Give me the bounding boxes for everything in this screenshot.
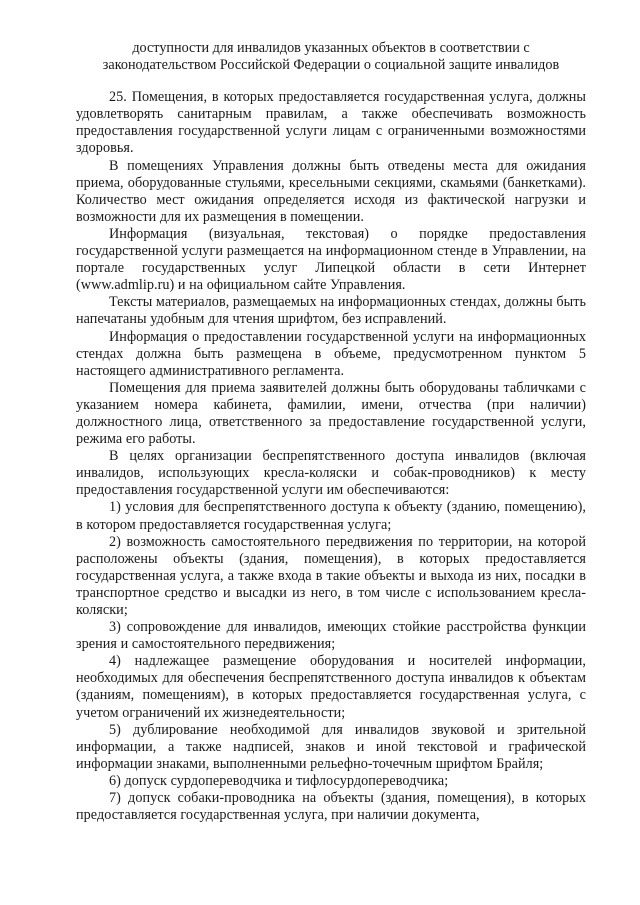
heading-line-2: законодательством Российской Федерации о социальной защите инвалидов [102,56,560,73]
paragraph: Помещения для приема заявителей должны быть оборудованы табличками с указанием номера кабинета, фамилии, имени, отчества (при наличии) должностного лица, ответственного за предоставление государственной услуги, режима его работы. [76,379,586,448]
paragraph: Тексты материалов, размещаемых на информационных стендах, должны быть напечатаны удобным для чтения шрифтом, без исправлений. [76,294,586,328]
body-text [76,89,586,824]
list-item: 6) допуск сурдопереводчика и тифлосурдопереводчика; [109,772,449,789]
list-item: 1) условия для беспрепятственного доступа к объекту (зданию, помещению), в котором предоставляется государственная услуга; [76,499,586,533]
paragraph: В помещениях Управления должны быть отведены места для ожидания приема, оборудованные стульями, кресельными секциями, скамьями (банкетками). Количество мест ожидания определяется исходя из фактической нагрузки и возможности для их размещения в помещении. [76,157,586,225]
list-item: 7) допуск собаки-проводника на объекты (здания, помещения), в которых предоставляется государственная услуга, при наличии документа, [76,790,586,824]
list-item: 5) дублирование необходимой для инвалидов звуковой и зрительной информации, а также надписей, знаков и иной текстовой и графической информации знаками, выполненными рельефно-точечным шрифтом Брайля; [76,721,586,772]
paragraph: Информация о предоставлении государственной услуги на информационных стендах должна быть размещена в объеме, предусмотренном пунктом 5 настоящего административного регламента. [76,328,586,379]
section-heading [76,40,586,73]
heading-line-1: доступности для инвалидов указанных объектов в соответствии с [132,40,530,56]
list-item: 3) сопровождение для инвалидов, имеющих стойкие расстройства функции зрения и самостоятельного передвижения; [76,619,586,653]
list-item: 4) надлежащее размещение оборудования и носителей информации, необходимых для обеспечения беспрепятственного доступа инвалидов к объектам (зданиям, помещениям), в которых предоставляется государственная услуга, с учетом ограничений их жизнедеятельности; [76,653,586,721]
paragraph: 25. Помещения, в которых предоставляется государственная услуга, должны удовлетворять санитарным правилам, а также обеспечивать возможность предоставления государственной услуги лицам с ограниченными возможностями здоровья. [76,89,586,157]
list-item: 2) возможность самостоятельного передвижения по территории, на которой расположены объекты (здания, помещения), в которых предоставляется государственная услуга, а также входа в такие объекты и выхода из них, посадки в транспортное средство и высадки из него, в том числе с использованием кресла-коляски; [76,533,586,618]
paragraph: В целях организации беспрепятственного доступа инвалидов (включая инвалидов, использующих кресла-коляски и собак-проводников) к месту предоставления государственной услуги им обеспечиваются: [76,448,586,499]
paragraph: Информация (визуальная, текстовая) о порядке предоставления государственной услуги размещается на информационном стенде в Управлении, на портале государственных услуг Липецкой области в сети Интернет (www.admlip.ru) и на официальном сайте Управления. [76,225,586,294]
